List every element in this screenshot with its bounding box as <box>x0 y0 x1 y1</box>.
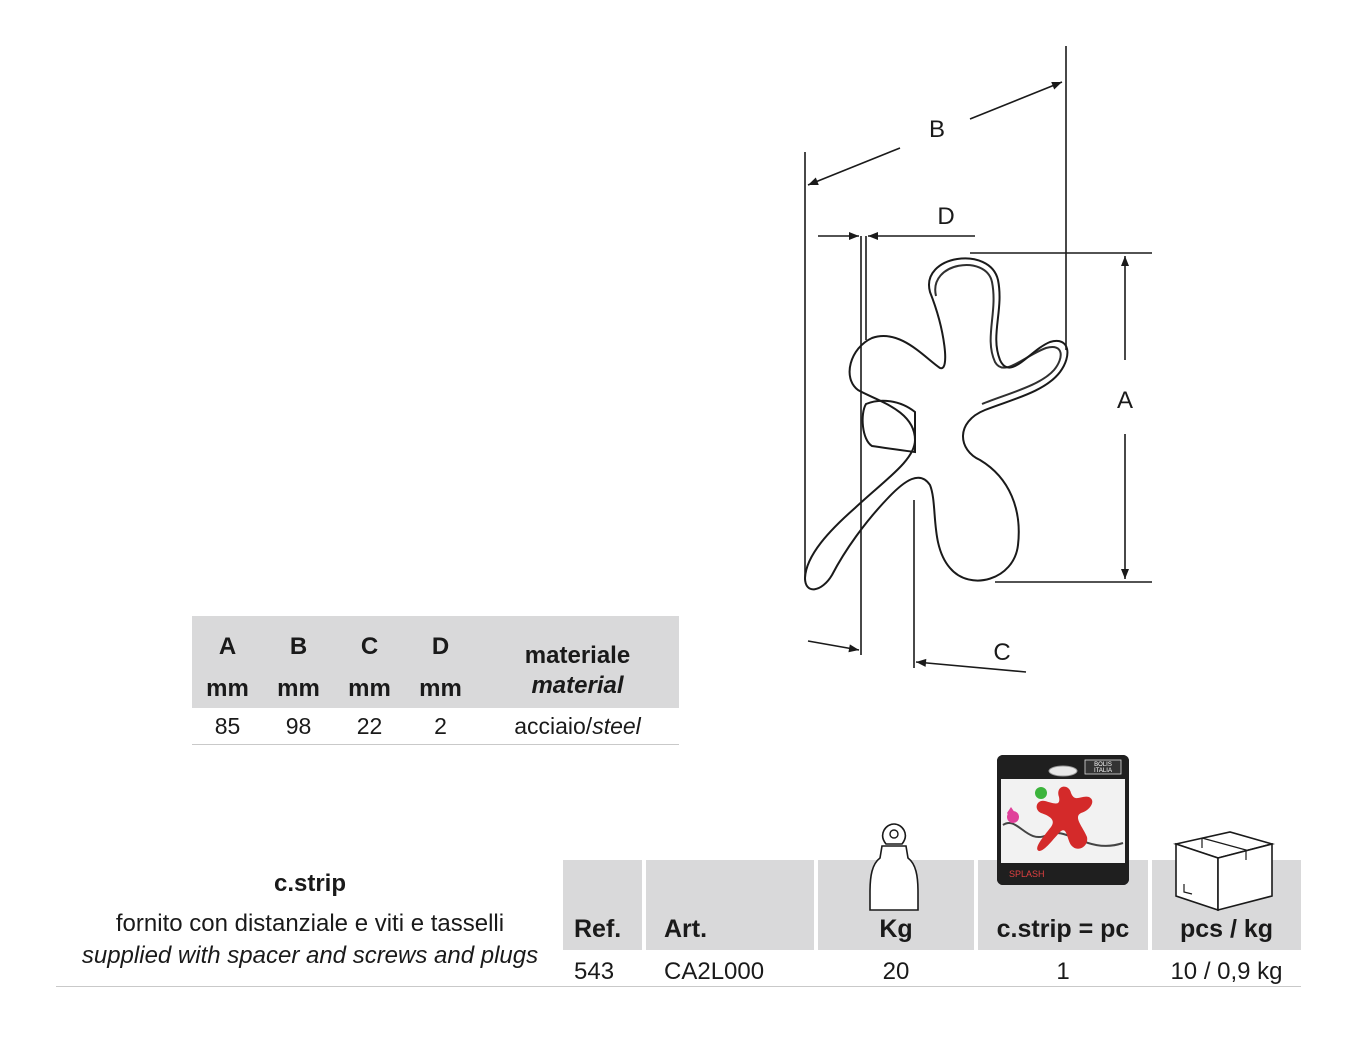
dim-header-a: A mm <box>192 616 263 708</box>
dimensions-header-row <box>192 616 679 708</box>
cstrip-desc-it: fornito con distanziale e viti e tasselli <box>115 910 505 937</box>
extension-lines <box>805 46 1152 668</box>
order-value-kg: 20 <box>882 958 910 985</box>
splash-shape <box>805 258 1067 589</box>
package-brand-line2: ITALIA <box>1094 768 1112 774</box>
order-value-cstrip-pc: 1 <box>1056 958 1070 985</box>
order-header-kg-label: Kg <box>879 915 913 943</box>
dim-value-material: acciaio/steel <box>476 708 679 745</box>
technical-drawing <box>790 40 1170 680</box>
order-value-art: CA2L000 <box>664 958 765 985</box>
dim-header-b: B mm <box>263 616 334 708</box>
dim-label-c: C <box>993 639 1011 666</box>
order-header-cstrip-pc-label: c.strip = pc <box>996 915 1130 943</box>
dim-value-b: 98 <box>263 708 334 745</box>
dim-header-c: C mm <box>334 616 405 708</box>
cstrip-desc-en: supplied with spacer and screws and plugs <box>81 942 539 969</box>
package-product-name: SPLASH <box>1009 869 1045 879</box>
box-icon <box>1172 830 1276 912</box>
package-brand-line1: BOLIS <box>1094 762 1112 768</box>
dim-header-d: D mm <box>405 616 476 708</box>
order-header-ref <box>563 860 642 950</box>
order-header-ref-label: Ref. <box>574 915 622 943</box>
cstrip-description <box>56 870 564 972</box>
dim-label-b: B <box>928 116 946 143</box>
dim-value-a: 85 <box>192 708 263 745</box>
dimensions-value-row <box>192 708 679 745</box>
dim-value-d: 2 <box>405 708 476 745</box>
order-header-art-label: Art. <box>664 915 708 943</box>
order-header-art <box>646 860 814 950</box>
dim-label-d: D <box>937 203 955 230</box>
weight-icon <box>868 822 920 914</box>
order-table-rule <box>56 986 1301 987</box>
dim-label-a: A <box>1116 387 1134 414</box>
dimensions-table <box>192 616 679 745</box>
cstrip-title: c.strip <box>273 870 347 897</box>
order-value-pcs-kg: 10 / 0,9 kg <box>1170 958 1283 985</box>
dim-header-material: materiale material <box>476 616 679 708</box>
dimension-lines <box>808 82 1125 672</box>
package-photo <box>997 755 1129 885</box>
order-header-pcs-kg-label: pcs / kg <box>1179 915 1274 943</box>
dim-value-c: 22 <box>334 708 405 745</box>
order-value-ref: 543 <box>574 958 615 985</box>
